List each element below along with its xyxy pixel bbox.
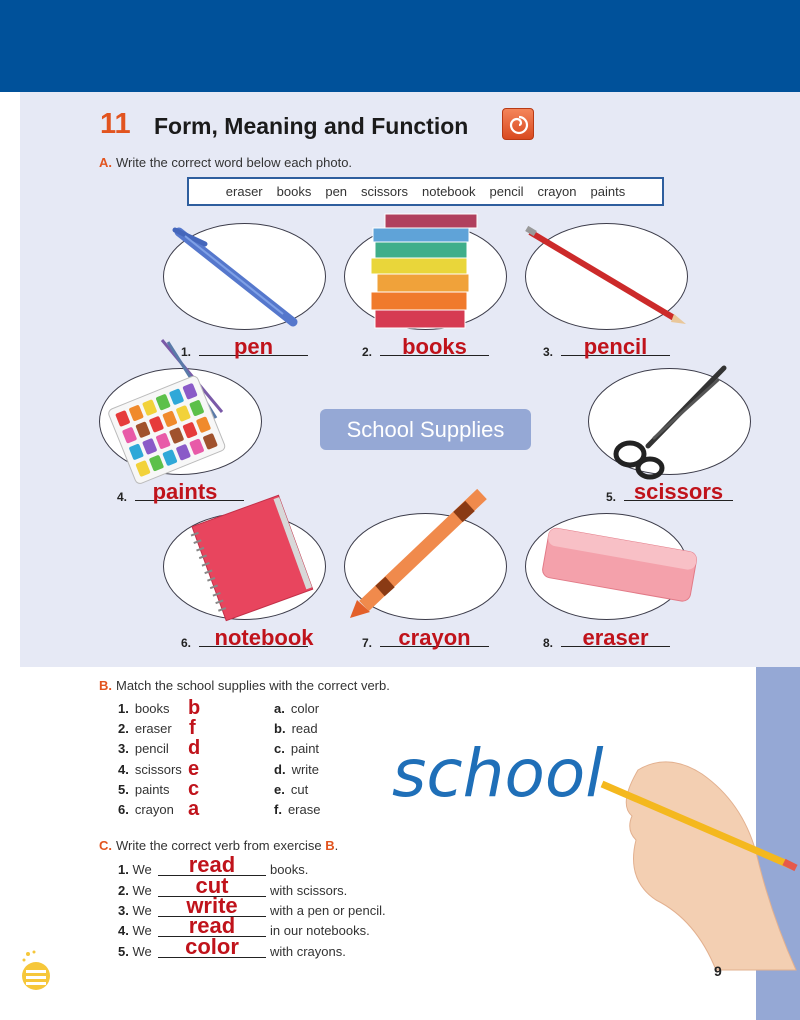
answer-text: pencil <box>583 334 648 359</box>
match-right-item: b. read <box>274 721 318 736</box>
audio-swirl-icon[interactable] <box>502 108 534 140</box>
answer-text: crayon <box>398 625 471 650</box>
exercise-b-letter: B. <box>99 678 112 693</box>
eraser-icon <box>536 526 706 610</box>
fill-in-answer: cut <box>195 873 229 898</box>
item-number: 1. <box>181 345 192 359</box>
match-right-item: e. cut <box>274 782 309 797</box>
exercise-a-instruction <box>99 155 352 170</box>
word-bank-item: scissors <box>361 184 408 199</box>
lesson-title: Form, Meaning and Function <box>154 113 469 139</box>
pen-icon <box>165 222 305 332</box>
exercise-c-letter: C. <box>99 838 112 853</box>
exercise-c-text-end: . <box>334 838 339 853</box>
match-answer[interactable]: d <box>188 737 201 759</box>
crayon-icon <box>346 488 491 622</box>
match-left-item: 5. paints <box>118 782 170 797</box>
word-bank-item: books <box>276 184 312 199</box>
match-right-item: a. color <box>274 701 320 716</box>
fill-in-answer: read <box>188 913 236 938</box>
hand-writing-icon <box>388 700 800 970</box>
pencil-icon <box>522 224 692 328</box>
match-answer[interactable]: c <box>188 778 200 800</box>
exercise-c-instruction <box>99 838 338 853</box>
fill-in-answer: color <box>185 934 239 959</box>
word-bank-item: pencil <box>489 184 524 199</box>
page-number: 9 <box>714 963 722 979</box>
fill-in-answer: write <box>186 893 238 918</box>
answer-text: scissors <box>633 479 724 504</box>
match-answer[interactable]: e <box>188 758 200 780</box>
publisher-logo-icon <box>18 948 54 992</box>
item-number: 2. <box>362 345 373 359</box>
answer-text: books <box>402 334 467 359</box>
handwritten-word: school <box>392 735 604 812</box>
match-answer[interactable]: a <box>188 798 200 820</box>
match-left-item: 2. eraser <box>118 721 172 736</box>
fill-in-row: 2. We <box>118 883 152 898</box>
answer-text: eraser <box>582 625 649 650</box>
answer-text: pen <box>233 334 274 359</box>
fill-in-answer: read <box>188 852 236 877</box>
fill-in-row: 4. We <box>118 923 152 938</box>
fill-in-rest: books. <box>270 862 309 877</box>
word-bank <box>187 177 664 206</box>
item-number: 6. <box>181 636 192 650</box>
match-right-item: f. erase <box>274 802 321 817</box>
word-bank-item: paints <box>590 184 626 199</box>
match-answer[interactable]: b <box>188 697 201 719</box>
books-stack-icon <box>365 212 490 337</box>
match-left-item: 4. scissors <box>118 762 182 777</box>
answer-text: notebook <box>214 625 314 650</box>
answer-text: paints <box>152 479 218 504</box>
word-bank-item: crayon <box>537 184 577 199</box>
item-number: 8. <box>543 636 554 650</box>
item-number: 5. <box>606 490 617 504</box>
fill-in-rest: with a pen or pencil. <box>270 903 386 918</box>
exercise-a-letter: A. <box>99 155 112 170</box>
scissors-icon <box>606 362 732 480</box>
match-left-item: 3. pencil <box>118 741 169 756</box>
exercise-b-text: Match the school supplies with the correct verb. <box>116 678 390 693</box>
fill-in-rest: in our notebooks. <box>270 923 370 938</box>
school-supplies-label: School Supplies <box>320 409 531 450</box>
word-bank-item: pen <box>325 184 348 199</box>
lesson-number: 11 <box>100 108 131 140</box>
exercise-c-text: Write the correct verb from exercise <box>116 838 326 853</box>
match-right-item: d. write <box>274 762 320 777</box>
fill-in-row: 5. We <box>118 944 152 959</box>
fill-in-rest: with scissors. <box>270 883 348 898</box>
word-bank-item: eraser <box>225 184 263 199</box>
word-bank-item: notebook <box>422 184 476 199</box>
match-left-item: 6. crayon <box>118 802 174 817</box>
item-number: 7. <box>362 636 373 650</box>
item-number: 3. <box>543 345 554 359</box>
match-right-item: c. paint <box>274 741 320 756</box>
match-answer[interactable]: f <box>189 717 196 739</box>
exercise-b-instruction <box>99 678 390 693</box>
exercise-a-text: Write the correct word below each photo. <box>116 155 353 170</box>
notebook-icon <box>188 492 316 622</box>
fill-in-rest: with crayons. <box>270 944 346 959</box>
match-left-item: 1. books <box>118 701 170 716</box>
header-bar <box>0 0 800 92</box>
fill-in-row: 3. We <box>118 903 152 918</box>
fill-in-row: 1. We <box>118 862 152 877</box>
item-number: 4. <box>117 490 128 504</box>
exercise-c-ref: B <box>325 838 335 853</box>
